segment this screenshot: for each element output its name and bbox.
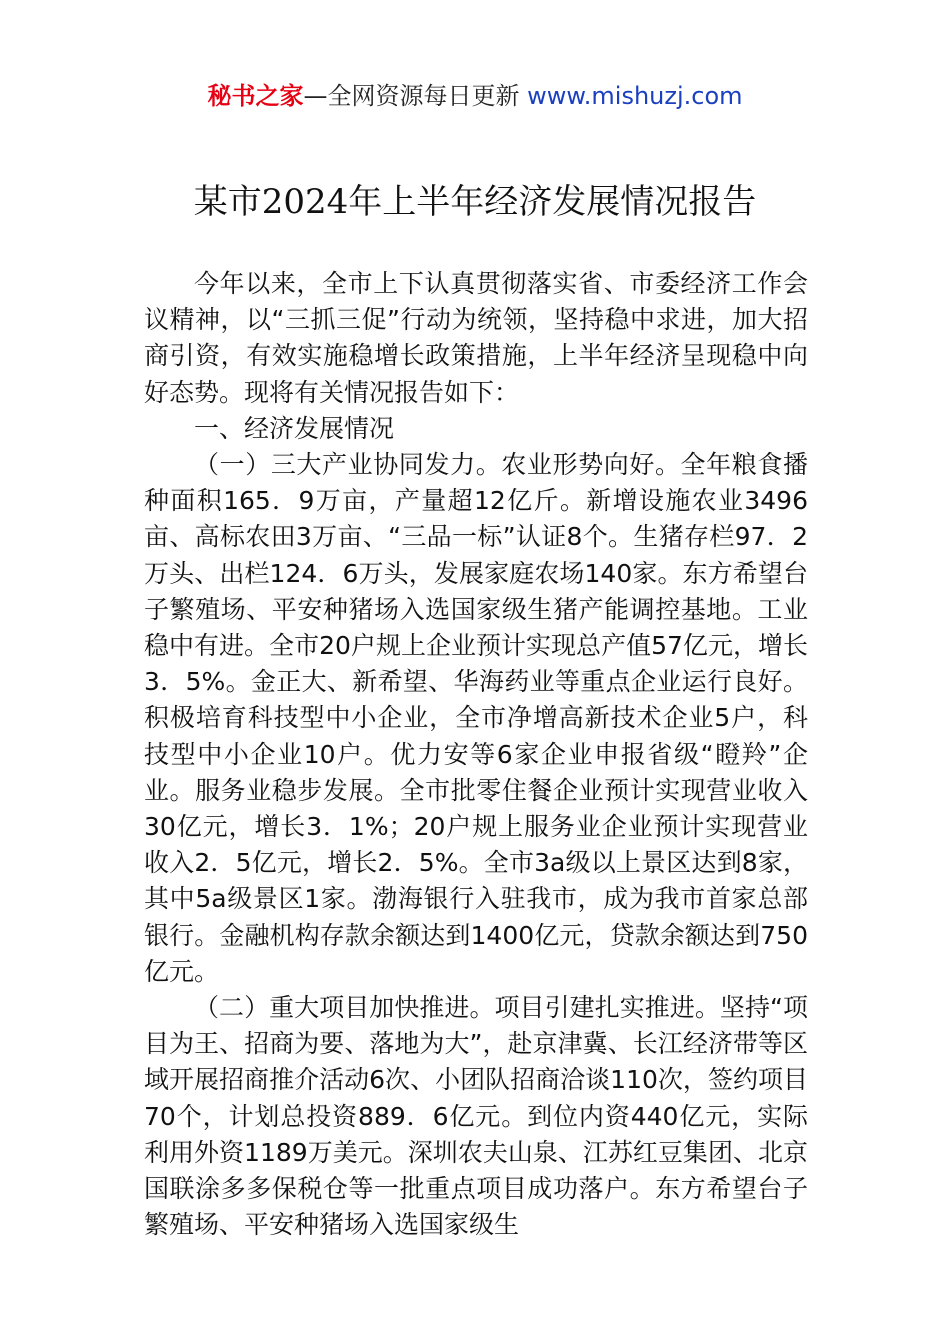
paragraph-intro: 今年以来，全市上下认真贯彻落实省、市委经济工作会议精神，以“三抓三促”行动为统领，坚持稳中求进，加大招商引资，有效实施稳增长政策措施，上半年经济呈现稳中向好态势。现将有关情况报告如下： [144, 269, 808, 407]
document-title: 某市2024年上半年经济发展情况报告 [193, 182, 757, 222]
paragraph-industries: （一）三大产业协同发力。农业形势向好。全年粮食播种面积165．9万亩，产量超12亿斤。新增设施农业3496亩、高标农田3万亩、“三品一标”认证8个。生猪存栏97．2万头、出栏124．6万头，发展家庭农场140家。东方希望台子繁殖场、平安种猪场入选国家级生猪产能调控基地。工业稳中有进。全市20户规上企业预计实现总产值57亿元，增长3．5%。金正大、新希望、华海药业等重点企业运行良好。积极培育科技型中小企业，全市净增高新技术企业5户，科技型中小企业10户。优力安等6家企业申报省级“瞪羚”企业。服务业稳步发展。全市批零住餐企业预计实现营业收入30亿元，增长3．1%；20户规上服务业企业预计实现营业收入2．5亿元，增长2．5%。全市3a级以上景区达到8家，其中5a级景区1家。渤海银行入驻我市，成为我市首家总部银行。金融机构存款余额达到1400亿元，贷款余额达到750亿元。 [144, 450, 808, 986]
document-body [144, 266, 808, 1243]
site-url-link[interactable]: www.mishuzj.com [527, 82, 743, 110]
banner-tagline: —全网资源每日更新 [303, 82, 528, 110]
paragraph-projects: （二）重大项目加快推进。项目引建扎实推进。坚持“项目为王、招商为要、落地为大”，赴京津冀、长江经济带等区域开展招商推介活动6次、小团队招商洽谈110次，签约项目70个，计划总投资889．6亿元。到位内资440亿元，实际利用外资1189万美元。深圳农夫山泉、江苏红豆集团、北京国联涂多多保税仓等一批重点项目成功落户。东方希望台子繁殖场、平安种猪场入选国家级生 [144, 993, 808, 1240]
header-banner [0, 80, 950, 112]
section-heading: 一、经济发展情况 [194, 413, 395, 443]
brand-name: 秘书之家 [207, 82, 304, 110]
